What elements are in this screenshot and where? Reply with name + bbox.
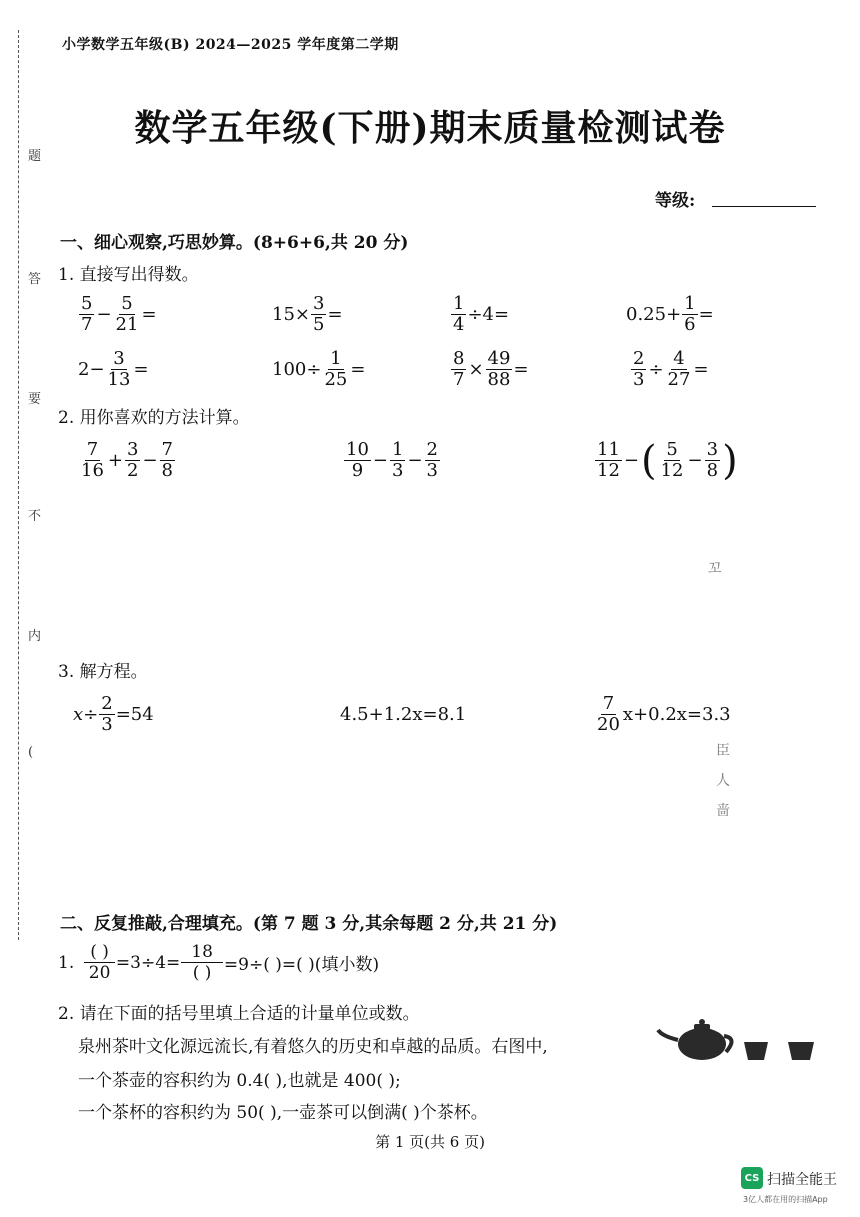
watermark-tagline: 3亿人都在用的扫描App (743, 1195, 828, 1204)
q2-c: $\frac{11}{12}$ − ( $\frac{5}{12}$ − $\frac{3}{8}$ ) (597, 437, 738, 484)
q1-r2-b: 100÷ $\frac{1}{25}$ = (272, 348, 366, 390)
q1-r2-d: $\frac{2}{3}$ ÷ $\frac{4}{27}$ = (633, 348, 709, 390)
teacup-icon (788, 1042, 814, 1060)
q1-r2-a: 2− $\frac{3}{13}$ = (78, 348, 149, 390)
section1-heading: 一、细心观察,巧思妙算。(8+6+6,共 20 分) (60, 233, 409, 253)
s2-q2-line2: 一个茶壶的容积约为 0.4( ),也就是 400( ); (78, 1071, 401, 1091)
stray-mark: 꼬 (708, 561, 722, 577)
q2-a: $\frac{7}{16}$ + $\frac{3}{2}$ − $\frac{7}{8}$ (81, 439, 173, 481)
q3-c: $\frac{7}{20}$ x+0.2x=3.3 (597, 693, 731, 735)
s2-q1: 1. $\frac{( )}{20}$ =3÷4= $\frac{18}{( )}$ =9÷( )=( )(填小数) (58, 942, 380, 983)
section2-heading: 二、反复推敲,合理填充。(第 7 题 3 分,其余每题 2 分,共 21 分) (60, 914, 558, 934)
teapot-cups-image (654, 1014, 820, 1066)
stray-mark: 啬 (716, 803, 730, 819)
s2-q2-line3: 一个茶杯的容积约为 50( ),一壶茶可以倒满( )个茶杯。 (78, 1103, 488, 1123)
stray-mark: 臣 (716, 743, 730, 759)
q1-r1-c: $\frac{1}{4}$ ÷4= (453, 293, 510, 335)
watermark-name: 扫描全能王 (767, 1172, 837, 1188)
q3-b: 4.5+1.2x=8.1 (340, 704, 467, 725)
page-footer: 第 1 页(共 6 页) (375, 1133, 485, 1151)
margin-char: 不 (28, 509, 42, 524)
s2-q2-line1: 泉州茶叶文化源远流长,有着悠久的历史和卓越的品质。右图中, (78, 1037, 548, 1057)
stray-mark: 人 (716, 773, 730, 789)
teacup-icon (744, 1042, 768, 1060)
exam-title: 数学五年级(下册)期末质量检测试卷 (134, 107, 726, 149)
q2-b: $\frac{10}{9}$ − $\frac{1}{3}$ − $\frac{2}{3}$ (346, 439, 438, 481)
q1-r1-b: 15× $\frac{3}{5}$ = (272, 293, 343, 335)
margin-char: 题 (28, 149, 42, 164)
camscanner-logo: CS (741, 1167, 763, 1189)
q3-label: 3. 解方程。 (58, 662, 148, 682)
grade-label: 等级: (655, 191, 696, 211)
q3-a: x÷ $\frac{2}{3}$ =54 (73, 693, 154, 735)
binding-dashed-line (18, 30, 19, 940)
margin-char: 答 (28, 272, 42, 287)
q1-r2-c: $\frac{8}{7}$ × $\frac{49}{88}$ = (453, 348, 529, 390)
margin-char: ( (28, 745, 34, 760)
grade-blank-line (712, 206, 816, 207)
margin-char: 要 (28, 392, 42, 407)
s2-q2-label: 2. 请在下面的括号里填上合适的计量单位或数。 (58, 1004, 420, 1024)
q1-r1-d: 0.25+ $\frac{1}{6}$ = (626, 293, 714, 335)
q1-label: 1. 直接写出得数。 (58, 265, 199, 285)
q2-label: 2. 用你喜欢的方法计算。 (58, 408, 250, 428)
teapot-icon (658, 1019, 732, 1060)
q1-r1-a: $\frac{5}{7}$ − $\frac{5}{21}$ = (81, 293, 157, 335)
exam-header: 小学数学五年级(B) 2024—2025 学年度第二学期 (62, 37, 399, 53)
margin-char: 内 (28, 629, 42, 644)
